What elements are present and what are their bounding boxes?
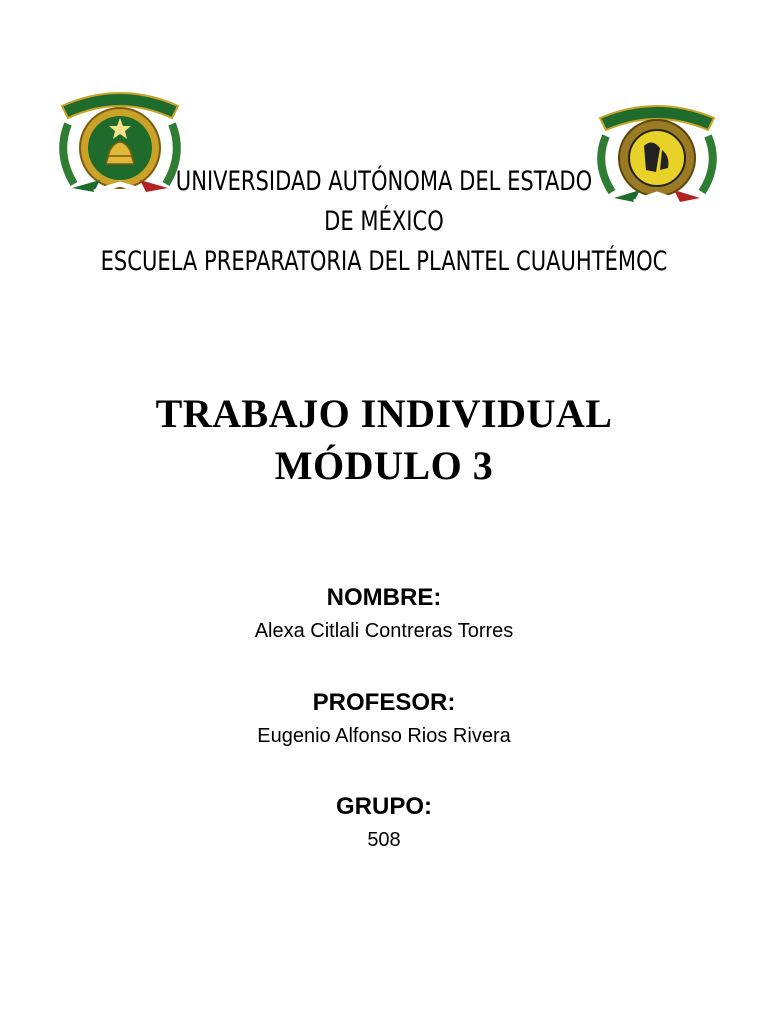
field-value: 508 <box>367 829 401 851</box>
field-label: GRUPO: <box>336 793 432 820</box>
institution-line-3: ESCUELA PREPARATORIA DEL PLANTEL CUAUHTÉMOC <box>100 246 668 277</box>
field-profesor <box>0 688 768 750</box>
field-nombre <box>0 583 768 645</box>
field-label: NOMBRE: <box>326 584 442 611</box>
institution-heading <box>84 162 683 282</box>
field-label: PROFESOR: <box>312 689 456 716</box>
institution-line-2: DE MÉXICO <box>324 206 444 237</box>
title-line-2: MÓDULO 3 <box>274 443 494 488</box>
field-grupo <box>0 792 768 854</box>
field-value: Alexa Citlali Contreras Torres <box>254 620 514 642</box>
institution-line-1: UNIVERSIDAD AUTÓNOMA DEL ESTADO <box>175 166 593 197</box>
document-title <box>0 388 768 492</box>
field-value: Eugenio Alfonso Rios Rivera <box>257 725 511 747</box>
title-line-1: TRABAJO INDIVIDUAL <box>155 391 613 436</box>
